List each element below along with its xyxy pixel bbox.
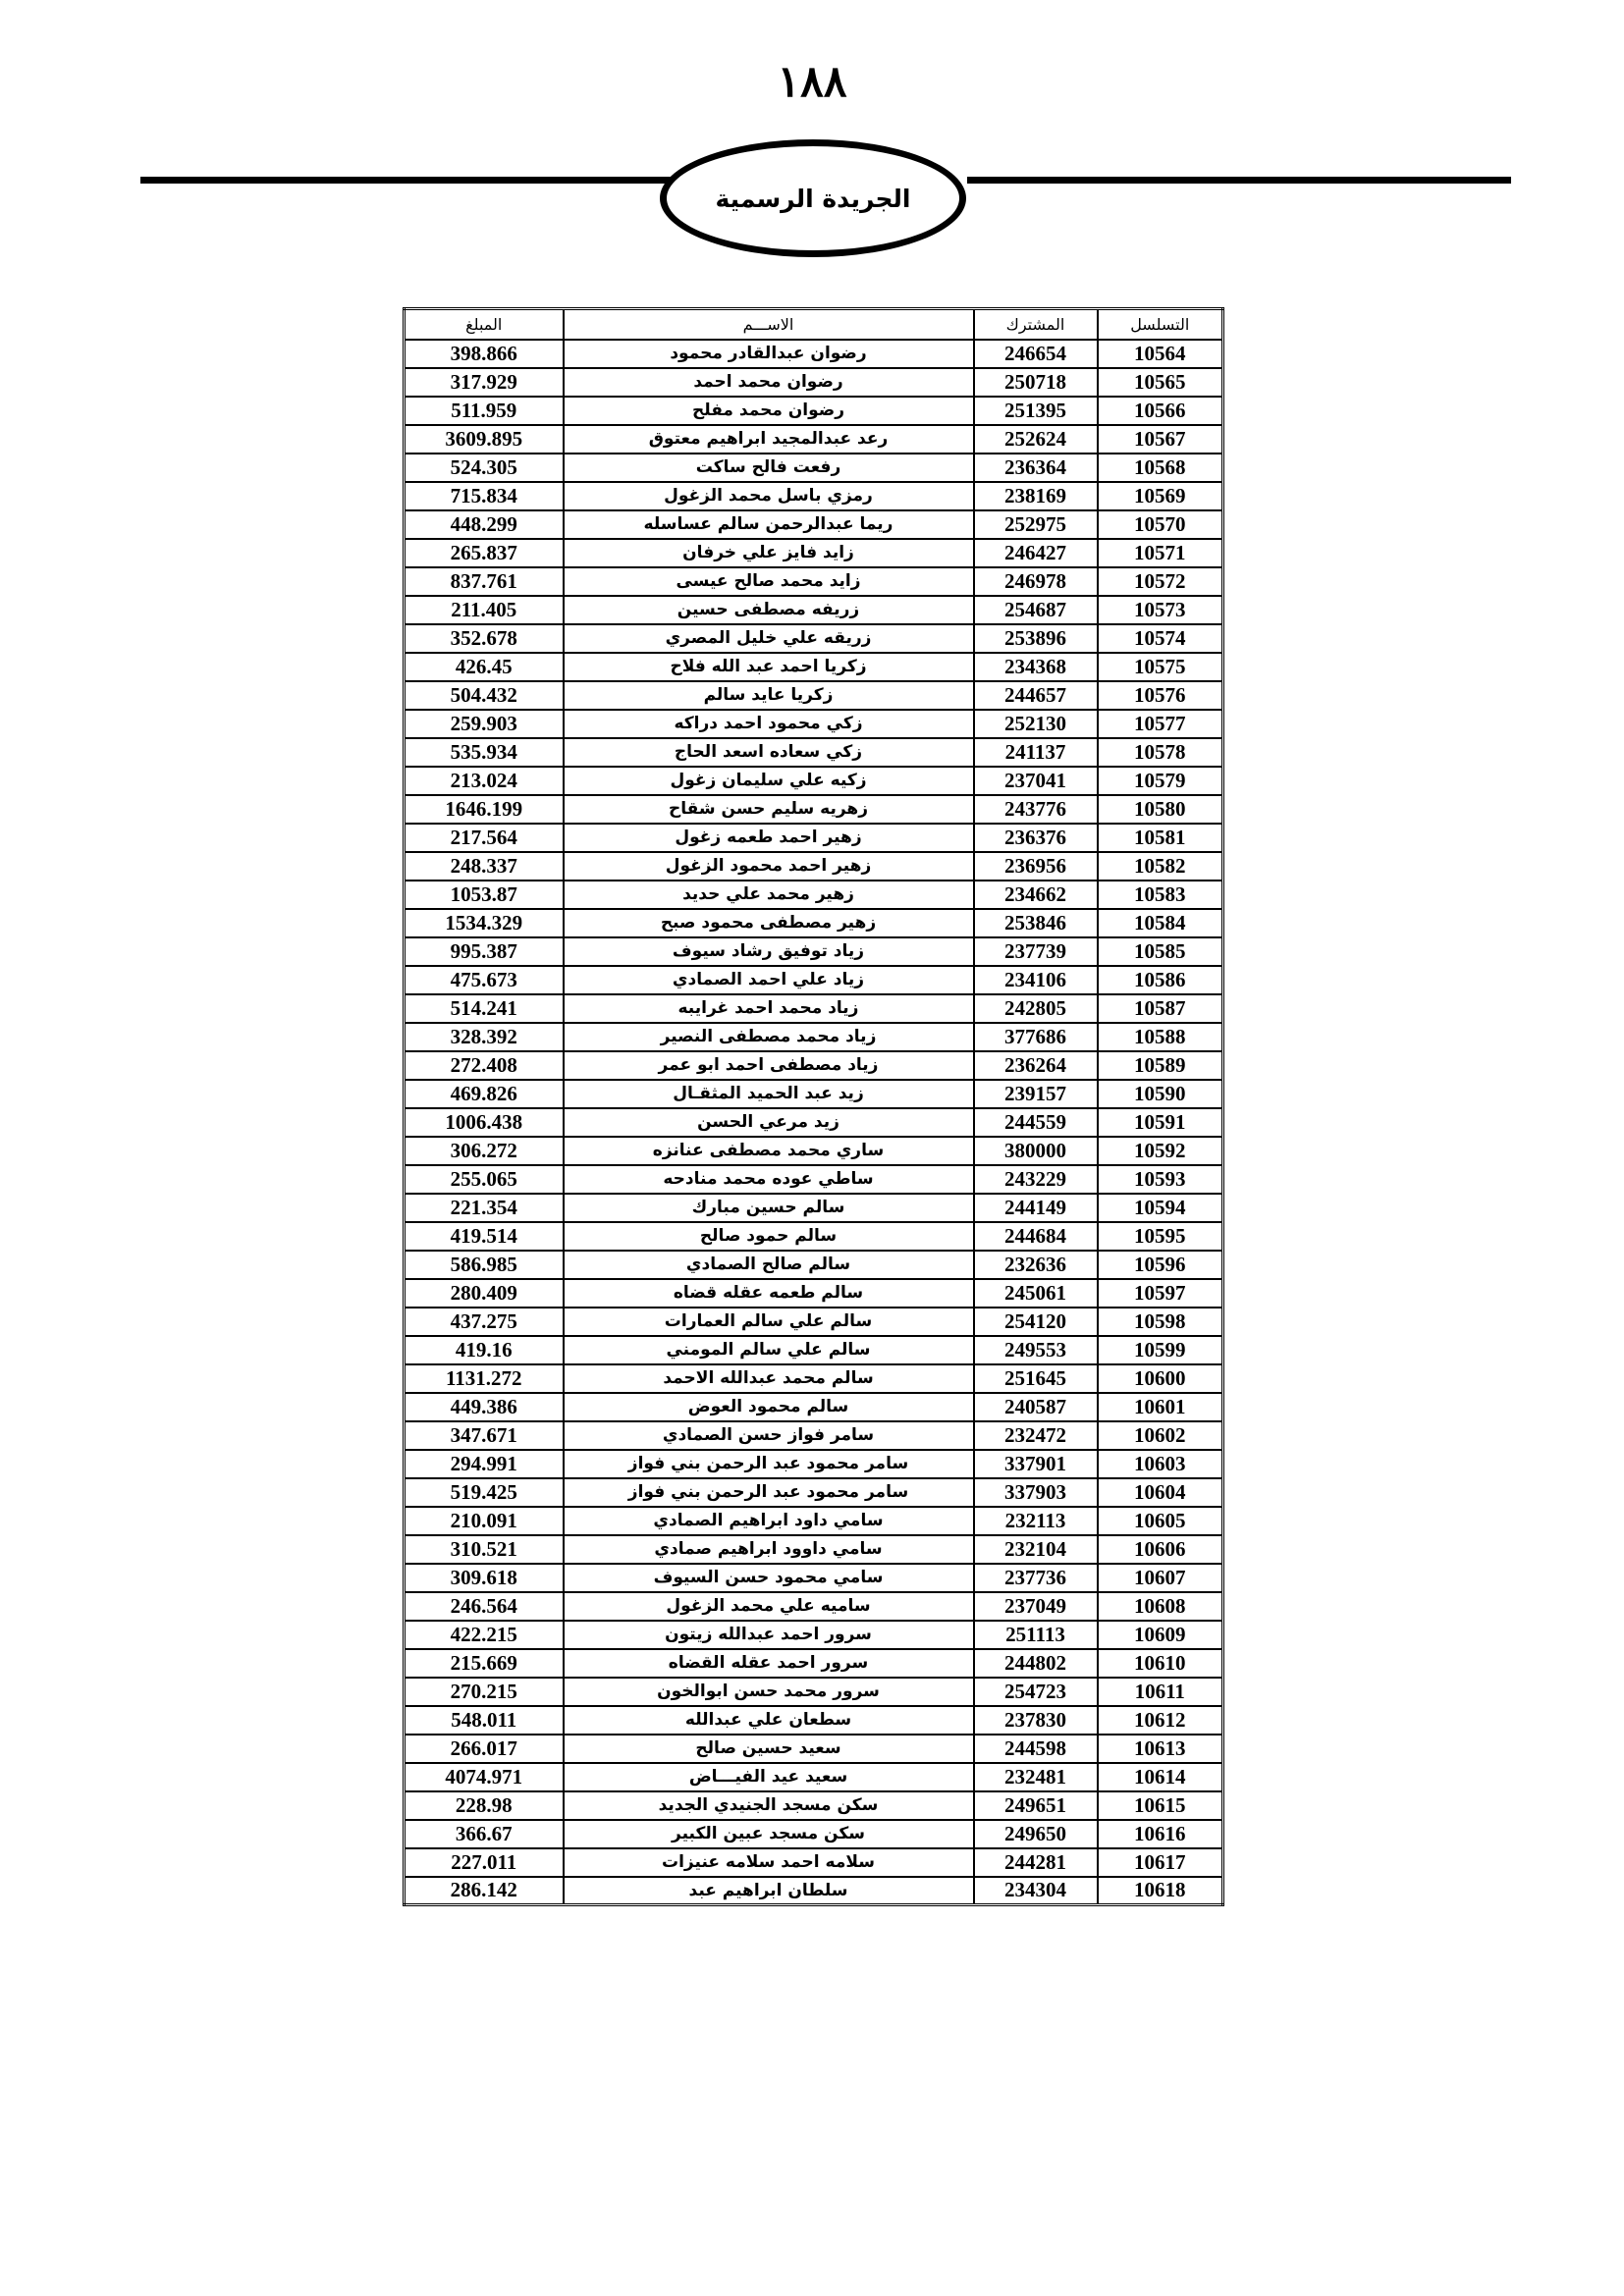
cell-subscriber: 243776 xyxy=(974,795,1098,824)
cell-name: سالم محمود العوض xyxy=(564,1393,974,1421)
cell-name: سالم حسين مبارك xyxy=(564,1194,974,1222)
cell-subscriber: 251395 xyxy=(974,397,1098,425)
cell-name: زهير مصطفى محمود صبح xyxy=(564,909,974,937)
cell-amount: 228.98 xyxy=(405,1791,564,1820)
cell-amount: 310.521 xyxy=(405,1535,564,1564)
table-row xyxy=(405,397,1223,425)
cell-seq: 10605 xyxy=(1098,1507,1223,1535)
cell-subscriber: 232481 xyxy=(974,1763,1098,1791)
table-row xyxy=(405,624,1223,653)
cell-seq: 10608 xyxy=(1098,1592,1223,1621)
table-row xyxy=(405,482,1223,510)
cell-amount: 217.564 xyxy=(405,824,564,852)
cell-seq: 10581 xyxy=(1098,824,1223,852)
cell-amount: 535.934 xyxy=(405,738,564,767)
cell-amount: 514.241 xyxy=(405,994,564,1023)
cell-seq: 10586 xyxy=(1098,966,1223,994)
gazette-title: الجريدة الرسمية xyxy=(715,184,911,213)
cell-subscriber: 232104 xyxy=(974,1535,1098,1564)
cell-name: زريفه مصطفى حسين xyxy=(564,596,974,624)
table-row xyxy=(405,795,1223,824)
table-row xyxy=(405,1393,1223,1421)
table-row xyxy=(405,710,1223,738)
cell-amount: 524.305 xyxy=(405,454,564,482)
cell-subscriber: 234662 xyxy=(974,881,1098,909)
column-header-seq: التسلسل xyxy=(1098,309,1223,340)
cell-amount: 519.425 xyxy=(405,1478,564,1507)
cell-amount: 366.67 xyxy=(405,1820,564,1848)
cell-name: رفعت فالح ساكت xyxy=(564,454,974,482)
cell-name: زكي محمود احمد دراكه xyxy=(564,710,974,738)
table-row xyxy=(405,1791,1223,1820)
table-row xyxy=(405,767,1223,795)
table-row xyxy=(405,567,1223,596)
cell-seq: 10610 xyxy=(1098,1649,1223,1678)
cell-name: سامي محمود حسن السيوف xyxy=(564,1564,974,1592)
cell-subscriber: 241137 xyxy=(974,738,1098,767)
cell-amount: 213.024 xyxy=(405,767,564,795)
cell-seq: 10592 xyxy=(1098,1137,1223,1165)
cell-subscriber: 249650 xyxy=(974,1820,1098,1848)
cell-seq: 10578 xyxy=(1098,738,1223,767)
cell-amount: 715.834 xyxy=(405,482,564,510)
cell-subscriber: 244149 xyxy=(974,1194,1098,1222)
table-row xyxy=(405,1308,1223,1336)
table-row xyxy=(405,1279,1223,1308)
cell-name: رضوان محمد احمد xyxy=(564,368,974,397)
table-row xyxy=(405,909,1223,937)
cell-subscriber: 252975 xyxy=(974,510,1098,539)
cell-name: ريما عبدالرحمن سالم عساسله xyxy=(564,510,974,539)
cell-seq: 10595 xyxy=(1098,1222,1223,1251)
cell-amount: 3609.895 xyxy=(405,425,564,454)
table-row xyxy=(405,1364,1223,1393)
cell-subscriber: 249651 xyxy=(974,1791,1098,1820)
cell-subscriber: 234368 xyxy=(974,653,1098,681)
cell-subscriber: 239157 xyxy=(974,1080,1098,1108)
cell-name: سلطان ابراهيم عبد xyxy=(564,1877,974,1905)
table-row xyxy=(405,1564,1223,1592)
column-header-subscriber: المشترك xyxy=(974,309,1098,340)
cell-seq: 10590 xyxy=(1098,1080,1223,1108)
cell-name: زايد محمد صالح عيسى xyxy=(564,567,974,596)
cell-seq: 10567 xyxy=(1098,425,1223,454)
cell-seq: 10572 xyxy=(1098,567,1223,596)
cell-amount: 248.337 xyxy=(405,852,564,881)
cell-name: زيد عبد الحميد المثقـال xyxy=(564,1080,974,1108)
cell-subscriber: 236364 xyxy=(974,454,1098,482)
cell-amount: 347.671 xyxy=(405,1421,564,1450)
cell-name: سكن مسجد الجنيدي الجديد xyxy=(564,1791,974,1820)
cell-subscriber: 234106 xyxy=(974,966,1098,994)
cell-seq: 10599 xyxy=(1098,1336,1223,1364)
table-row xyxy=(405,454,1223,482)
cell-subscriber: 232113 xyxy=(974,1507,1098,1535)
cell-amount: 469.826 xyxy=(405,1080,564,1108)
cell-amount: 995.387 xyxy=(405,937,564,966)
cell-seq: 10587 xyxy=(1098,994,1223,1023)
table-body xyxy=(405,340,1223,1905)
cell-subscriber: 244657 xyxy=(974,681,1098,710)
cell-seq: 10569 xyxy=(1098,482,1223,510)
table-row xyxy=(405,681,1223,710)
cell-subscriber: 249553 xyxy=(974,1336,1098,1364)
cell-amount: 317.929 xyxy=(405,368,564,397)
table-row xyxy=(405,994,1223,1023)
cell-subscriber: 244281 xyxy=(974,1848,1098,1877)
cell-name: زهير محمد علي حديد xyxy=(564,881,974,909)
column-header-name: الاســـم xyxy=(564,309,974,340)
cell-amount: 511.959 xyxy=(405,397,564,425)
cell-seq: 10574 xyxy=(1098,624,1223,653)
table-row xyxy=(405,881,1223,909)
cell-amount: 266.017 xyxy=(405,1735,564,1763)
cell-name: سالم حمود صالح xyxy=(564,1222,974,1251)
cell-seq: 10573 xyxy=(1098,596,1223,624)
table-row xyxy=(405,1137,1223,1165)
table-row xyxy=(405,539,1223,567)
column-header-amount: المبلغ xyxy=(405,309,564,340)
cell-seq: 10580 xyxy=(1098,795,1223,824)
cell-seq: 10611 xyxy=(1098,1678,1223,1706)
cell-seq: 10585 xyxy=(1098,937,1223,966)
cell-name: سرور احمد عبدالله زيتون xyxy=(564,1621,974,1649)
cell-seq: 10582 xyxy=(1098,852,1223,881)
cell-name: زايد فايز علي خرفان xyxy=(564,539,974,567)
cell-amount: 448.299 xyxy=(405,510,564,539)
cell-seq: 10615 xyxy=(1098,1791,1223,1820)
cell-name: سالم صالح الصمادي xyxy=(564,1251,974,1279)
cell-amount: 1131.272 xyxy=(405,1364,564,1393)
cell-subscriber: 252624 xyxy=(974,425,1098,454)
table-row xyxy=(405,1706,1223,1735)
cell-seq: 10583 xyxy=(1098,881,1223,909)
cell-name: زهريه سليم حسن شقاح xyxy=(564,795,974,824)
cell-subscriber: 245061 xyxy=(974,1279,1098,1308)
cell-subscriber: 237049 xyxy=(974,1592,1098,1621)
page-number: ١٨٨ xyxy=(777,57,847,107)
cell-subscriber: 237830 xyxy=(974,1706,1098,1735)
cell-seq: 10596 xyxy=(1098,1251,1223,1279)
cell-amount: 426.45 xyxy=(405,653,564,681)
cell-amount: 422.215 xyxy=(405,1621,564,1649)
cell-name: سرور احمد عقله القضاه xyxy=(564,1649,974,1678)
cell-subscriber: 337901 xyxy=(974,1450,1098,1478)
cell-seq: 10616 xyxy=(1098,1820,1223,1848)
table-header-row xyxy=(405,309,1223,340)
cell-seq: 10588 xyxy=(1098,1023,1223,1051)
cell-seq: 10579 xyxy=(1098,767,1223,795)
cell-name: زياد مصطفى احمد ابو عمر xyxy=(564,1051,974,1080)
table-row xyxy=(405,596,1223,624)
cell-subscriber: 251645 xyxy=(974,1364,1098,1393)
cell-amount: 449.386 xyxy=(405,1393,564,1421)
cell-subscriber: 254723 xyxy=(974,1678,1098,1706)
cell-amount: 1006.438 xyxy=(405,1108,564,1137)
cell-amount: 246.564 xyxy=(405,1592,564,1621)
table-row xyxy=(405,1194,1223,1222)
cell-seq: 10601 xyxy=(1098,1393,1223,1421)
cell-amount: 586.985 xyxy=(405,1251,564,1279)
cell-amount: 419.514 xyxy=(405,1222,564,1251)
cell-name: سطعان علي عبدالله xyxy=(564,1706,974,1735)
cell-amount: 1646.199 xyxy=(405,795,564,824)
cell-subscriber: 242805 xyxy=(974,994,1098,1023)
cell-subscriber: 236956 xyxy=(974,852,1098,881)
cell-subscriber: 236264 xyxy=(974,1051,1098,1080)
gazette-title-oval xyxy=(660,139,966,257)
cell-subscriber: 232472 xyxy=(974,1421,1098,1450)
table-row xyxy=(405,1535,1223,1564)
cell-amount: 211.405 xyxy=(405,596,564,624)
cell-seq: 10584 xyxy=(1098,909,1223,937)
cell-subscriber: 246427 xyxy=(974,539,1098,567)
table-row xyxy=(405,1336,1223,1364)
cell-name: سعيد عيد الفيـــاض xyxy=(564,1763,974,1791)
cell-subscriber: 246978 xyxy=(974,567,1098,596)
cell-seq: 10613 xyxy=(1098,1735,1223,1763)
table-row xyxy=(405,1251,1223,1279)
table-row xyxy=(405,1051,1223,1080)
cell-name: سامر فواز حسن الصمادي xyxy=(564,1421,974,1450)
table-row xyxy=(405,1735,1223,1763)
cell-amount: 4074.971 xyxy=(405,1763,564,1791)
cell-seq: 10575 xyxy=(1098,653,1223,681)
table-row xyxy=(405,340,1223,368)
cell-seq: 10591 xyxy=(1098,1108,1223,1137)
cell-subscriber: 232636 xyxy=(974,1251,1098,1279)
cell-name: سامر محمود عبد الرحمن بني فواز xyxy=(564,1450,974,1478)
table-row xyxy=(405,368,1223,397)
cell-name: سكن مسجد عبين الكبير xyxy=(564,1820,974,1848)
cell-seq: 10565 xyxy=(1098,368,1223,397)
cell-seq: 10612 xyxy=(1098,1706,1223,1735)
cell-seq: 10603 xyxy=(1098,1450,1223,1478)
cell-amount: 215.669 xyxy=(405,1649,564,1678)
table-row xyxy=(405,1877,1223,1905)
cell-amount: 286.142 xyxy=(405,1877,564,1905)
cell-subscriber: 244684 xyxy=(974,1222,1098,1251)
cell-name: رضوان محمد مفلح xyxy=(564,397,974,425)
cell-name: سالم محمد عبدالله الاحمد xyxy=(564,1364,974,1393)
table-row xyxy=(405,1080,1223,1108)
table-row xyxy=(405,1763,1223,1791)
table-row xyxy=(405,1649,1223,1678)
cell-seq: 10609 xyxy=(1098,1621,1223,1649)
header-rule-right xyxy=(967,177,1511,184)
cell-seq: 10564 xyxy=(1098,340,1223,368)
cell-name: سامي داود ابراهيم الصمادي xyxy=(564,1507,974,1535)
cell-amount: 221.354 xyxy=(405,1194,564,1222)
cell-seq: 10606 xyxy=(1098,1535,1223,1564)
table-row xyxy=(405,1848,1223,1877)
cell-name: زكيه علي سليمان زغول xyxy=(564,767,974,795)
cell-amount: 352.678 xyxy=(405,624,564,653)
cell-name: زكي سعاده اسعد الحاج xyxy=(564,738,974,767)
cell-amount: 419.16 xyxy=(405,1336,564,1364)
cell-seq: 10618 xyxy=(1098,1877,1223,1905)
cell-amount: 437.275 xyxy=(405,1308,564,1336)
cell-seq: 10617 xyxy=(1098,1848,1223,1877)
table-row xyxy=(405,1478,1223,1507)
table-row xyxy=(405,1592,1223,1621)
header-rule-left xyxy=(140,177,671,184)
cell-subscriber: 380000 xyxy=(974,1137,1098,1165)
cell-seq: 10566 xyxy=(1098,397,1223,425)
cell-subscriber: 243229 xyxy=(974,1165,1098,1194)
table-row xyxy=(405,1820,1223,1848)
table-row xyxy=(405,1450,1223,1478)
cell-seq: 10570 xyxy=(1098,510,1223,539)
cell-seq: 10576 xyxy=(1098,681,1223,710)
cell-subscriber: 253896 xyxy=(974,624,1098,653)
cell-name: زهير احمد طعمه زغول xyxy=(564,824,974,852)
cell-name: زكريا احمد عبد الله فلاح xyxy=(564,653,974,681)
cell-amount: 280.409 xyxy=(405,1279,564,1308)
table-row xyxy=(405,1165,1223,1194)
cell-name: زيد مرعي الحسن xyxy=(564,1108,974,1137)
cell-subscriber: 240587 xyxy=(974,1393,1098,1421)
cell-seq: 10598 xyxy=(1098,1308,1223,1336)
cell-subscriber: 237736 xyxy=(974,1564,1098,1592)
cell-amount: 475.673 xyxy=(405,966,564,994)
cell-subscriber: 246654 xyxy=(974,340,1098,368)
cell-subscriber: 252130 xyxy=(974,710,1098,738)
cell-subscriber: 377686 xyxy=(974,1023,1098,1051)
table-row xyxy=(405,510,1223,539)
cell-name: ساري محمد مصطفى عنانزه xyxy=(564,1137,974,1165)
table-row xyxy=(405,738,1223,767)
cell-subscriber: 254687 xyxy=(974,596,1098,624)
cell-amount: 837.761 xyxy=(405,567,564,596)
subscribers-table-wrap xyxy=(403,307,1221,1906)
cell-seq: 10600 xyxy=(1098,1364,1223,1393)
cell-amount: 398.866 xyxy=(405,340,564,368)
cell-amount: 504.432 xyxy=(405,681,564,710)
table-row xyxy=(405,1023,1223,1051)
cell-name: رضوان عبدالقادر محمود xyxy=(564,340,974,368)
cell-name: سعيد حسين صالح xyxy=(564,1735,974,1763)
cell-name: رعد عبدالمجيد ابراهيم معتوق xyxy=(564,425,974,454)
cell-name: زهير احمد محمود الزغول xyxy=(564,852,974,881)
cell-seq: 10571 xyxy=(1098,539,1223,567)
cell-name: رمزي باسل محمد الزغول xyxy=(564,482,974,510)
cell-name: زياد محمد احمد غرايبه xyxy=(564,994,974,1023)
cell-subscriber: 244802 xyxy=(974,1649,1098,1678)
cell-amount: 210.091 xyxy=(405,1507,564,1535)
cell-name: ساميه علي محمد الزغول xyxy=(564,1592,974,1621)
cell-name: سلامه احمد سلامه عنيزات xyxy=(564,1848,974,1877)
cell-subscriber: 253846 xyxy=(974,909,1098,937)
cell-subscriber: 254120 xyxy=(974,1308,1098,1336)
table-row xyxy=(405,1507,1223,1535)
cell-name: زياد علي احمد الصمادي xyxy=(564,966,974,994)
cell-amount: 227.011 xyxy=(405,1848,564,1877)
table-row xyxy=(405,1621,1223,1649)
cell-subscriber: 234304 xyxy=(974,1877,1098,1905)
cell-name: زريقه علي خليل المصري xyxy=(564,624,974,653)
table-row xyxy=(405,653,1223,681)
table-row xyxy=(405,1678,1223,1706)
cell-subscriber: 244559 xyxy=(974,1108,1098,1137)
cell-amount: 294.991 xyxy=(405,1450,564,1478)
cell-amount: 255.065 xyxy=(405,1165,564,1194)
cell-subscriber: 250718 xyxy=(974,368,1098,397)
cell-seq: 10593 xyxy=(1098,1165,1223,1194)
cell-name: سالم علي سالم العمارات xyxy=(564,1308,974,1336)
cell-name: زكريا عايد سالم xyxy=(564,681,974,710)
subscribers-table xyxy=(403,307,1224,1906)
cell-name: سامر محمود عبد الرحمن بني فواز xyxy=(564,1478,974,1507)
cell-seq: 10604 xyxy=(1098,1478,1223,1507)
table-row xyxy=(405,852,1223,881)
cell-seq: 10602 xyxy=(1098,1421,1223,1450)
cell-amount: 259.903 xyxy=(405,710,564,738)
table-row xyxy=(405,937,1223,966)
cell-amount: 265.837 xyxy=(405,539,564,567)
cell-subscriber: 251113 xyxy=(974,1621,1098,1649)
cell-subscriber: 238169 xyxy=(974,482,1098,510)
cell-seq: 10614 xyxy=(1098,1763,1223,1791)
cell-name: سالم طعمه عقله قضاه xyxy=(564,1279,974,1308)
cell-name: سامي داوود ابراهيم صمادي xyxy=(564,1535,974,1564)
cell-amount: 1053.87 xyxy=(405,881,564,909)
cell-amount: 270.215 xyxy=(405,1678,564,1706)
cell-name: سالم علي سالم المومني xyxy=(564,1336,974,1364)
cell-amount: 1534.329 xyxy=(405,909,564,937)
table-row xyxy=(405,966,1223,994)
cell-subscriber: 244598 xyxy=(974,1735,1098,1763)
cell-subscriber: 236376 xyxy=(974,824,1098,852)
cell-amount: 548.011 xyxy=(405,1706,564,1735)
cell-amount: 272.408 xyxy=(405,1051,564,1080)
cell-seq: 10607 xyxy=(1098,1564,1223,1592)
table-row xyxy=(405,824,1223,852)
cell-subscriber: 337903 xyxy=(974,1478,1098,1507)
cell-subscriber: 237739 xyxy=(974,937,1098,966)
cell-seq: 10589 xyxy=(1098,1051,1223,1080)
cell-amount: 306.272 xyxy=(405,1137,564,1165)
cell-name: زياد توفيق رشاد سيوف xyxy=(564,937,974,966)
cell-amount: 309.618 xyxy=(405,1564,564,1592)
cell-seq: 10594 xyxy=(1098,1194,1223,1222)
table-row xyxy=(405,1108,1223,1137)
cell-amount: 328.392 xyxy=(405,1023,564,1051)
cell-seq: 10597 xyxy=(1098,1279,1223,1308)
cell-name: سرور محمد حسن ابوالخون xyxy=(564,1678,974,1706)
cell-seq: 10577 xyxy=(1098,710,1223,738)
cell-name: ساطي عوده محمد منادحه xyxy=(564,1165,974,1194)
table-row xyxy=(405,1222,1223,1251)
table-row xyxy=(405,425,1223,454)
cell-name: زياد محمد مصطفى النصير xyxy=(564,1023,974,1051)
cell-seq: 10568 xyxy=(1098,454,1223,482)
table-row xyxy=(405,1421,1223,1450)
cell-subscriber: 237041 xyxy=(974,767,1098,795)
